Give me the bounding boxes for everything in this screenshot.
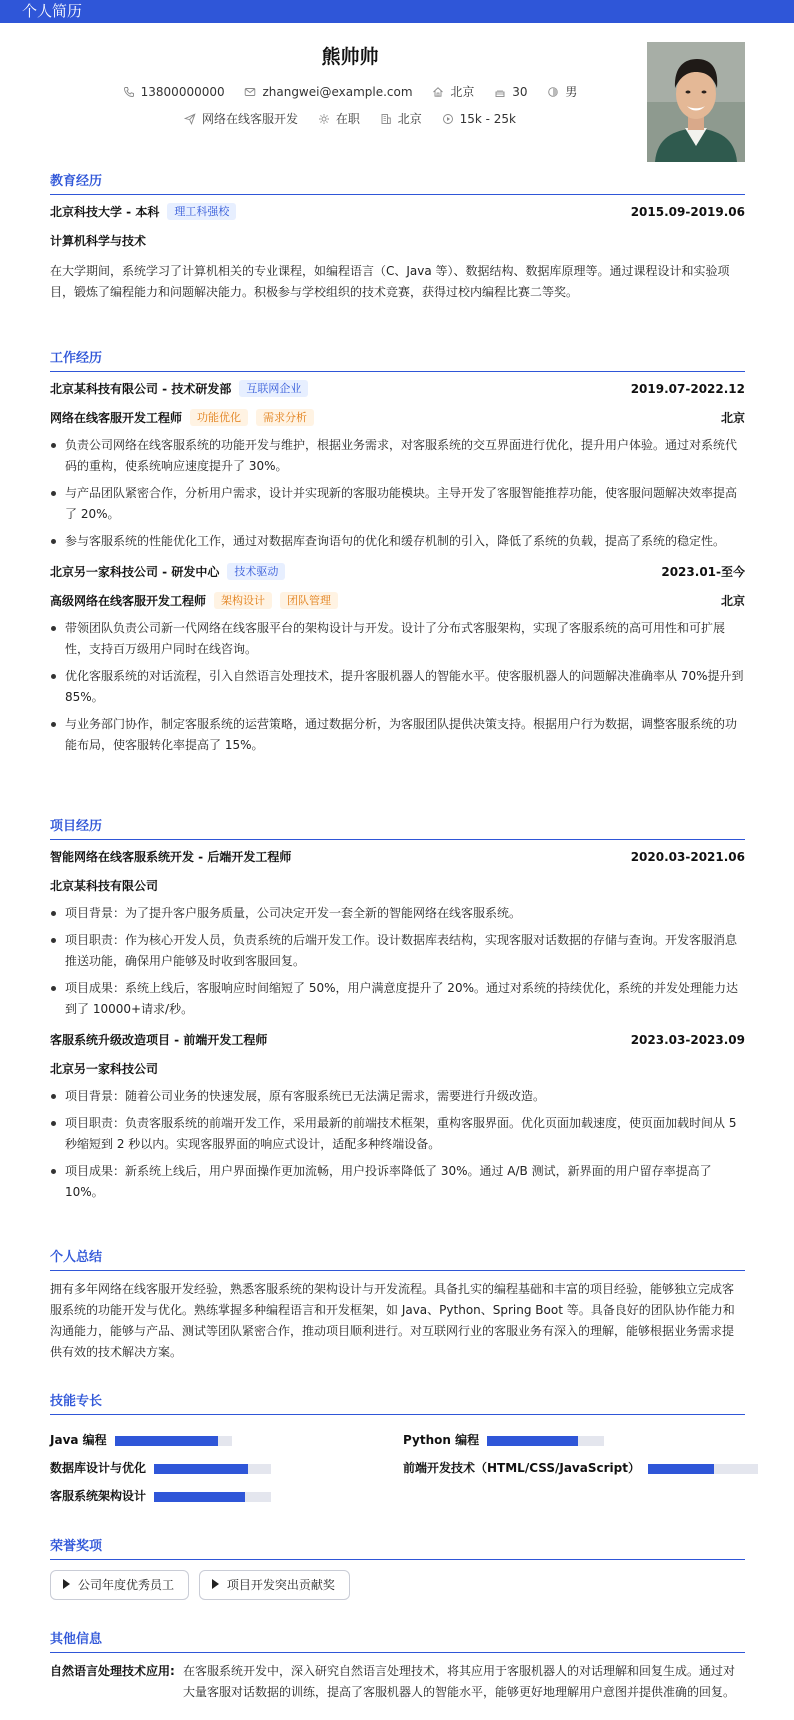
projects-title: 项目经历 [50,818,745,840]
email-info [244,85,412,99]
play-circle-icon [442,113,454,125]
skill-name: 客服系统架构设计 [50,1489,147,1503]
award-item [50,1570,189,1600]
location-info [432,83,474,100]
status-text: 在职 [335,112,360,126]
job-bullets [50,435,745,552]
award-item [199,1570,350,1600]
work-section [50,350,745,762]
triangle-icon [212,1579,219,1589]
education-section [50,173,745,303]
project-company-row [50,872,745,901]
job-period: 2019.07-2022.12 [630,382,745,396]
other-item-text: 在客服系统开发中，深入研究自然语言处理技术，将其应用于客服机器人的对话理解和回复生成。通过对大量客服对话数据的训练，提高了客服机器人的智能水平，能够更好地理解用户意图并提供准确的回复。 [183,1664,736,1699]
age-text: 30 [512,84,528,99]
project-period: 2020.03-2021.06 [630,850,745,864]
project-bullet: 项目背景：为了提升客户服务质量，公司决定开发一套全新的智能网络在线客服系统。 [50,903,745,924]
skill-bar [487,1436,604,1446]
job-bullet: 带领团队负责公司新一代网络在线客服平台的架构设计与开发。设计了分布式客服架构，实现了客服系统的高可用性和可扩展性，支持百万级用户同时在线咨询。 [50,618,745,660]
job-entry [50,375,745,552]
profile-photo [647,42,745,162]
project-bullet: 项目成果：系统上线后，客服响应时间缩短了 50%，用户满意度提升了 20%。通过对系统的持续优化，系统的并发处理能力达到了 10000+请求/秒。 [50,978,745,1020]
job-bullet: 优化客服系统的对话流程，引入自然语言处理技术，提升客服机器人的智能水平。使客服机器人的问题解决准确率从 70%提升到 85%。 [50,666,745,708]
job-bullet: 与产品团队紧密合作，分析用户需求，设计并实现新的客服功能模块。主导开发了客服智能推荐功能，使客服问题解决效率提高了 20%。 [50,483,745,525]
education-title: 教育经历 [50,173,745,195]
send-icon [184,113,196,125]
status-info [318,110,360,127]
education-description: 在大学期间，系统学习了计算机相关的专业课程，如编程语言（C、Java 等）、数据结构、数据库原理等。通过课程设计和实验项目，锻炼了编程能力和问题解决能力。积极参与学校组织的技术竞赛，获得过校内编程比赛二等奖。 [50,264,730,299]
major-row [50,227,745,256]
awards-section [50,1538,745,1600]
education-header-row [50,198,745,227]
project-company: 北京另一家科技公司 [50,1062,159,1076]
other-item-label: 自然语言处理技术应用: [50,1664,175,1678]
awards-list [50,1570,745,1600]
target-job-text: 网络在线客服开发 [202,112,299,126]
job-period: 2023.01-至今 [661,565,745,579]
job-bullet: 参与客服系统的性能优化工作，通过对数据库查询语句的优化和缓存机制的引入，降低了系统的负载，提高了系统的稳定性。 [50,531,745,552]
role-tag: 团队管理 [280,592,338,609]
skill-bar [154,1492,271,1502]
company-tag: 互联网企业 [239,380,308,397]
skill-item [50,1458,271,1478]
award-label: 公司年度优秀员工 [78,1578,175,1592]
gear-icon [318,113,330,125]
skill-item [403,1458,758,1478]
other-title: 其他信息 [50,1631,745,1653]
target-city-text: 北京 [397,112,422,126]
mail-icon [244,86,256,98]
skills-title: 技能专长 [50,1393,745,1415]
job-bullet: 与业务部门协作，制定客服系统的运营策略，通过数据分析，为客服团队提供决策支持。根据用户行为数据，调整客服系统的功能布局，使客服转化率提高了 15%。 [50,714,745,756]
job-role: 高级网络在线客服开发工程师 [50,594,207,608]
project-bullet: 项目成果：新系统上线后，用户界面操作更加流畅，用户投诉率降低了 30%。通过 A/B 测试，新界面的用户留存率提高了 10%。 [50,1161,745,1203]
project-bullets [50,903,745,1020]
phone-text: 13800000000 [140,84,225,99]
skill-bar [115,1436,232,1446]
school-tag: 理工科强校 [167,203,236,220]
job-entry [50,558,745,756]
skill-bar-fill [115,1436,218,1446]
phone-info [123,85,225,99]
major-name: 计算机科学与技术 [50,234,147,248]
gender-info [547,83,577,100]
job-bullet: 负责公司网络在线客服系统的功能开发与维护，根据业务需求，对客服系统的交互界面进行优化，提升用户体验。通过对系统代码的重构，使系统响应速度提升了 30%。 [50,435,745,477]
award-label: 项目开发突出贡献奖 [226,1578,335,1592]
summary-text: 拥有多年网络在线客服开发经验，熟悉客服系统的架构设计与开发流程。具备扎实的编程基础和丰富的项目经验，能够独立完成客服系统的功能开发与优化。熟练掌握多种编程语言和开发框架，如 Java、Python、Spring Boot 等。具备良好的团队协作能力和沟通能力，能够与产品、测试等团队紧密合作，推动项目顺利进行。对互联网行业的客服业务有深入的理解，能够根据业务需求提供有效的技术解决方案。 [50,1282,735,1359]
age-icon [494,86,506,98]
top-bar-title: 个人简历 [22,2,83,20]
skill-name: 前端开发技术（HTML/CSS/JavaScript） [403,1461,640,1475]
skill-name: Python 编程 [403,1433,480,1447]
skill-bar-fill [648,1464,714,1474]
skill-bar-fill [487,1436,578,1446]
top-bar [0,0,794,23]
other-section [50,1631,745,1703]
skill-bar-fill [154,1464,248,1474]
job-role-row [50,587,745,616]
job-role-row [50,404,745,433]
project-name: 智能网络在线客服系统开发 - 后端开发工程师 [50,850,292,864]
projects-section [50,818,745,1209]
job-company: 北京另一家科技公司 - 研发中心 [50,565,220,579]
target-city-info [380,110,422,127]
project-bullet: 项目职责：作为核心开发人员，负责系统的后端开发工作。设计数据库表结构，实现客服对话数据的存储与查询。开发客服消息推送功能，确保用户能够及时收到客服回复。 [50,930,745,972]
skills-section [50,1393,745,1533]
resume-header [0,23,794,183]
project-header-row [50,1026,745,1055]
skill-item [50,1430,232,1450]
job-intent-row [0,110,700,127]
company-tag: 技术驱动 [227,563,285,580]
gender-text: 男 [565,85,578,99]
gender-icon [547,86,559,98]
role-tag: 需求分析 [256,409,314,426]
project-period: 2023.03-2023.09 [630,1033,745,1047]
project-header-row [50,843,745,872]
skill-bar [154,1464,271,1474]
candidate-name: 熊帅帅 [321,46,379,68]
age-info [494,85,527,99]
role-tag: 功能优化 [190,409,248,426]
job-company-row [50,558,745,587]
project-bullets [50,1086,745,1203]
job-role: 网络在线客服开发工程师 [50,411,183,425]
work-title: 工作经历 [50,350,745,372]
summary-title: 个人总结 [50,1249,745,1271]
skill-bar [648,1464,758,1474]
project-entry [50,1026,745,1203]
project-bullet: 项目背景：随着公司业务的快速发展，原有客服系统已无法满足需求，需要进行升级改造。 [50,1086,745,1107]
phone-icon [123,86,135,98]
skill-bar-fill [154,1492,245,1502]
role-tag: 架构设计 [214,592,272,609]
school-name: 北京科技大学 - 本科 [50,205,160,219]
project-entry [50,843,745,1020]
salary-text: 15k - 25k [459,111,516,126]
location-text: 北京 [450,85,475,99]
skill-item [403,1430,604,1450]
project-name: 客服系统升级改造项目 - 前端开发工程师 [50,1033,268,1047]
project-company: 北京某科技有限公司 [50,879,159,893]
salary-info [442,112,516,126]
job-bullets [50,618,745,756]
target-job-info [184,110,298,127]
skill-name: 数据库设计与优化 [50,1461,147,1475]
project-bullet: 项目职责：负责客服系统的前端开发工作，采用最新的前端技术框架，重构客服界面。优化页面加载速度，使页面加载时间从 5 秒缩短到 2 秒以内。实现客服界面的响应式设计，适配多种终端设备。 [50,1113,745,1155]
skill-name: Java 编程 [50,1433,107,1447]
summary-section [50,1249,745,1363]
job-company-row [50,375,745,404]
project-company-row [50,1055,745,1084]
job-company: 北京某科技有限公司 - 技术研发部 [50,382,232,396]
awards-title: 荣誉奖项 [50,1538,745,1560]
contact-row [0,83,700,100]
job-city: 北京 [720,411,745,425]
triangle-icon [63,1579,70,1589]
skill-item [50,1486,271,1506]
education-period: 2015.09-2019.06 [630,205,745,219]
building-icon [380,113,392,125]
other-item [50,1661,745,1703]
job-city: 北京 [720,594,745,608]
home-icon [432,86,444,98]
email-text: zhangwei@example.com [262,84,413,99]
